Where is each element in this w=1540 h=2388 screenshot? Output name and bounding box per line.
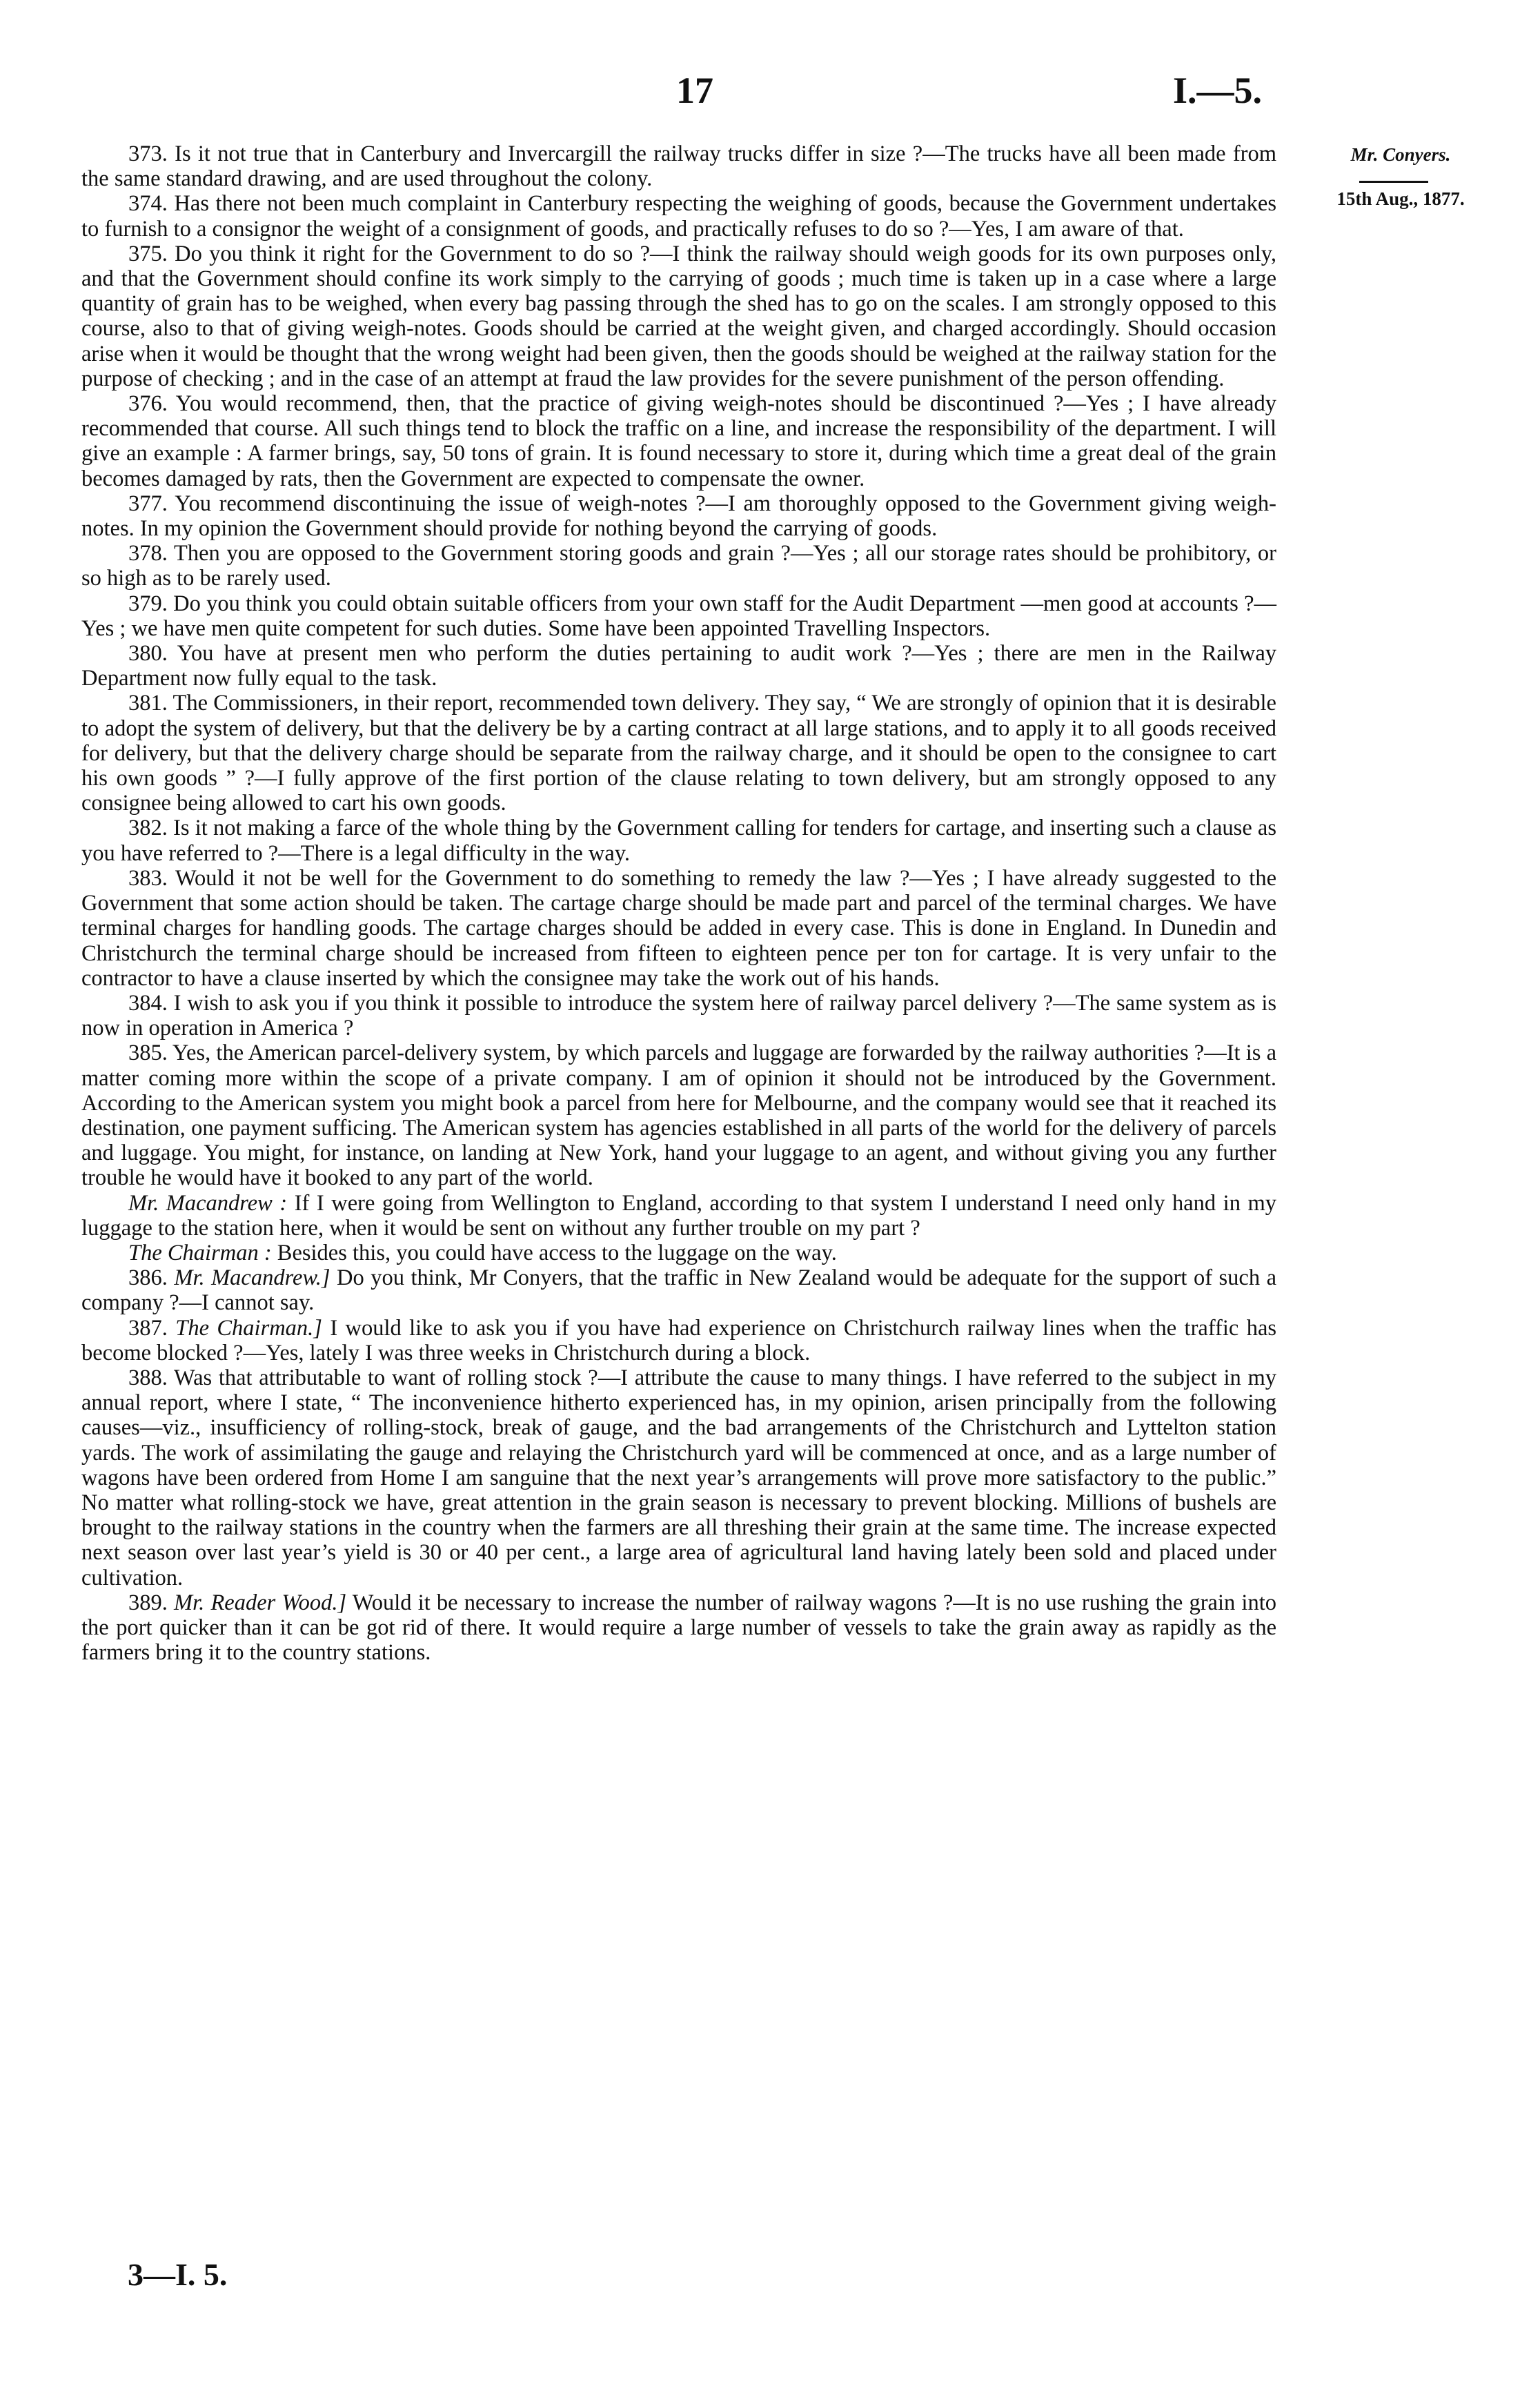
- testimony-paragraph: [81, 391, 1276, 491]
- paragraph-text: Do you think, Mr Conyers, that the traffic in New Zealand would be adequate for the support of such a company ?—I cannot say.: [81, 1265, 1277, 1316]
- question-number: 374.: [128, 191, 168, 217]
- testimony-paragraph: [81, 541, 1276, 591]
- question-number: 376.: [128, 391, 168, 417]
- testimony-paragraph: [81, 1241, 1276, 1265]
- testimony-paragraph: [81, 691, 1276, 816]
- footer-signature: 3—I. 5.: [128, 2257, 228, 2292]
- question-number: 377.: [128, 491, 168, 516]
- testimony-paragraph: [81, 191, 1276, 241]
- margin-rule: [1359, 181, 1428, 183]
- question-number: 375.: [128, 241, 168, 266]
- question-number: 384.: [128, 990, 168, 1016]
- page-number: 17: [676, 70, 713, 111]
- paragraph-text: Do you think it right for the Government to do so ?—I think the railway should weigh goods for its own purposes only, and that the Government should confine its work simply to the carrying of goods ; much time is taken up in a case where a large quantity of grain has to be weighed, when every bag passing through the shed has to go on the scales. I am strongly opposed to this course, also to that of giving weigh-notes. Goods should be carried at the weight given, and charged accordingly. Should occasion arise when it would be thought that the wrong weight had been given, then the goods should be weighed at the railway station for the purpose of checking ; and in the case of an attempt at fraud the law provides for the severe punishment of the person offending.: [81, 241, 1277, 391]
- margin-date: 15th Aug., 1877.: [1336, 188, 1465, 209]
- question-number: 373.: [128, 141, 168, 166]
- testimony-paragraph: [81, 866, 1276, 991]
- paragraph-text: Then you are opposed to the Government storing goods and grain ?—Yes ; all our storage rates should be prohibitory, or so high as to be rarely used.: [81, 541, 1276, 591]
- testimony-paragraph: [81, 1265, 1276, 1315]
- testimony-paragraph: [81, 641, 1276, 691]
- testimony-paragraph: [81, 1040, 1276, 1190]
- body-text: [81, 141, 1276, 1665]
- question-number: 388.: [128, 1365, 168, 1390]
- testimony-paragraph: [81, 141, 1276, 191]
- paragraph-text: You recommend discontinuing the issue of weigh-notes ?—I am thoroughly opposed to the Government giving weigh-notes. In my opinion the Government should provide for nothing beyond the carrying of goods.: [81, 491, 1277, 542]
- page-reference: I.—5.: [1173, 70, 1263, 111]
- speaker-name: Mr. Macandrew :: [128, 1190, 288, 1216]
- testimony-paragraph: [81, 1316, 1276, 1365]
- paragraph-text: You would recommend, then, that the practice of giving weigh-notes should be discontinued ?—Yes ; I have already recommended that course. All such things tend to block the traffic on a line, and increase the responsibility of the department. I will give an example : A farmer brings, say, 50 tons of grain. It is found necessary to store it, during which time a great deal of the grain becomes damaged by rats, then the Government are expected to compensate the owner.: [81, 391, 1276, 491]
- question-number: 381.: [128, 691, 168, 716]
- testimony-paragraph: [81, 241, 1276, 391]
- question-number: 387.: [128, 1315, 168, 1341]
- paragraph-text: Is it not making a farce of the whole thing by the Government calling for tenders for cartage, and inserting such a clause as you have referred to ?—There is a legal difficulty in the way.: [81, 816, 1277, 866]
- speaker-name: Mr. Reader Wood.]: [174, 1590, 347, 1615]
- testimony-paragraph: [81, 1590, 1276, 1666]
- paragraph-text: Is it not true that in Canterbury and Invercargill the railway trucks differ in size ?—The trucks have all been made from the same standard drawing, and are used throughout the colony.: [81, 141, 1276, 192]
- question-number: 389.: [128, 1590, 168, 1615]
- testimony-paragraph: [81, 991, 1276, 1040]
- paragraph-text: I wish to ask you if you think it possible to introduce the system here of railway parcel delivery ?—The same system as is now in operation in America ?: [81, 990, 1276, 1041]
- speaker-name: The Chairman :: [128, 1240, 272, 1265]
- paragraph-text: Would it not be well for the Government to do something to remedy the law ?—Yes ; I have already suggested to the Government that some action should be taken. The cartage charge should be made part and parcel of the terminal charges. We have terminal charges for handling goods. The cartage charges should be added in every case. This is done in England. In Dunedin and Christchurch the terminal charge should be increased from fifteen to eighteen pence per ton for cartage. It is very unfair to the contractor to have a clause inserted by which the consignee may take the work out of his hands.: [81, 865, 1276, 991]
- paragraph-text: Do you think you could obtain suitable officers from your own staff for the Audit Department —men good at accounts ?—Yes ; we have men quite competent for such duties. Some have been appointed Travelling Inspectors.: [81, 591, 1276, 641]
- question-number: 379.: [128, 591, 168, 616]
- paragraph-text: Was that attributable to want of rolling stock ?—I attribute the cause to many things. I have referred to the subject in my annual report, where I state, “ The inconvenience hitherto experienced has, in my opinion, arisen principally from the following causes—viz., insufficiency of rolling-stock, break of gauge, and the bad arrangements of the Christchurch and Lyttelton station yards. The work of assimilating the gauge and relaying the Christchurch yard will be commenced at once, and as a large number of wagons have been ordered from Home I am sanguine that the next year’s arrangements will prove more satisfactory to the public.” No matter what rolling-stock we have, great attention in the grain season is necessary to prevent blocking. Millions of bushels are brought to the railway stations in the country when the farmers are all threshing their grain at the same time. The increase expected next season over last year’s yield is 30 or 40 per cent., a large area of agricultural land having lately been sold and placed under cultivation.: [81, 1365, 1276, 1590]
- question-number: 386.: [128, 1265, 168, 1291]
- paragraph-text: I would like to ask you if you have had experience on Christchurch railway lines when the traffic has become blocked ?—Yes, lately I was three weeks in Christchurch during a block.: [81, 1315, 1277, 1365]
- question-number: 383.: [128, 865, 168, 891]
- question-number: 378.: [128, 541, 168, 566]
- speaker-name: Mr. Macandrew.]: [174, 1265, 330, 1291]
- speaker-name: The Chairman.]: [175, 1315, 322, 1341]
- question-number: 382.: [128, 816, 168, 841]
- paragraph-text: The Commissioners, in their report, recommended town delivery. They say, “ We are strongly of opinion that it is desirable to adopt the system of delivery, but that the delivery be by a carting contract at all large stations, and to apply it to all goods received for delivery, but that the delivery charge should be separate from the railway charge, and it should be open to the consignee to cart his own goods ” ?—I fully approve of the first portion of the clause relating to town delivery, but am strongly opposed to any consignee being allowed to cart his own goods.: [81, 691, 1276, 816]
- testimony-paragraph: [81, 591, 1276, 641]
- margin-witness-name: Mr. Conyers.: [1350, 144, 1451, 165]
- paragraph-text: If I were going from Wellington to England, according to that system I understand I need only hand in my luggage to the station here, when it would be sent on without any further trouble on my part ?: [81, 1190, 1277, 1241]
- question-number: 380.: [128, 641, 168, 667]
- paragraph-text: You have at present men who perform the duties pertaining to audit work ?—Yes ; there are men in the Railway Department now fully equal to the task.: [81, 641, 1277, 691]
- testimony-paragraph: [81, 491, 1276, 541]
- paragraph-text: Would it be necessary to increase the number of railway wagons ?—It is no use rushing the grain into the port quicker than it can be got rid of there. It would require a large number of vessels to take the grain away as rapidly as the farmers bring it to the country stations.: [81, 1590, 1276, 1666]
- question-number: 385.: [128, 1040, 168, 1066]
- paragraph-text: Yes, the American parcel-delivery system, by which parcels and luggage are forwarded by the railway authorities ?—It is a matter coming more within the scope of a private company. I am of opinion it should not be introduced by the Government. According to the American system you might book a parcel from here for Melbourne, and the company would see that it reached its destination, one payment sufficing. The American system has agencies established in all parts of the world for the delivery of parcels and luggage. You might, for instance, on landing at New York, hand your luggage to an agent, and without giving you any further trouble he would have it booked to any part of the world.: [81, 1040, 1277, 1191]
- testimony-paragraph: [81, 1365, 1276, 1590]
- testimony-paragraph: [81, 1191, 1276, 1241]
- paragraph-text: Has there not been much complaint in Canterbury respecting the weighing of goods, because the Government undertakes to furnish to a consignor the weight of a consignment of goods, and practically refuses to do so ?—Yes, I am aware of that.: [81, 191, 1276, 241]
- testimony-paragraph: [81, 816, 1276, 865]
- paragraph-text: Besides this, you could have access to the luggage on the way.: [277, 1240, 837, 1265]
